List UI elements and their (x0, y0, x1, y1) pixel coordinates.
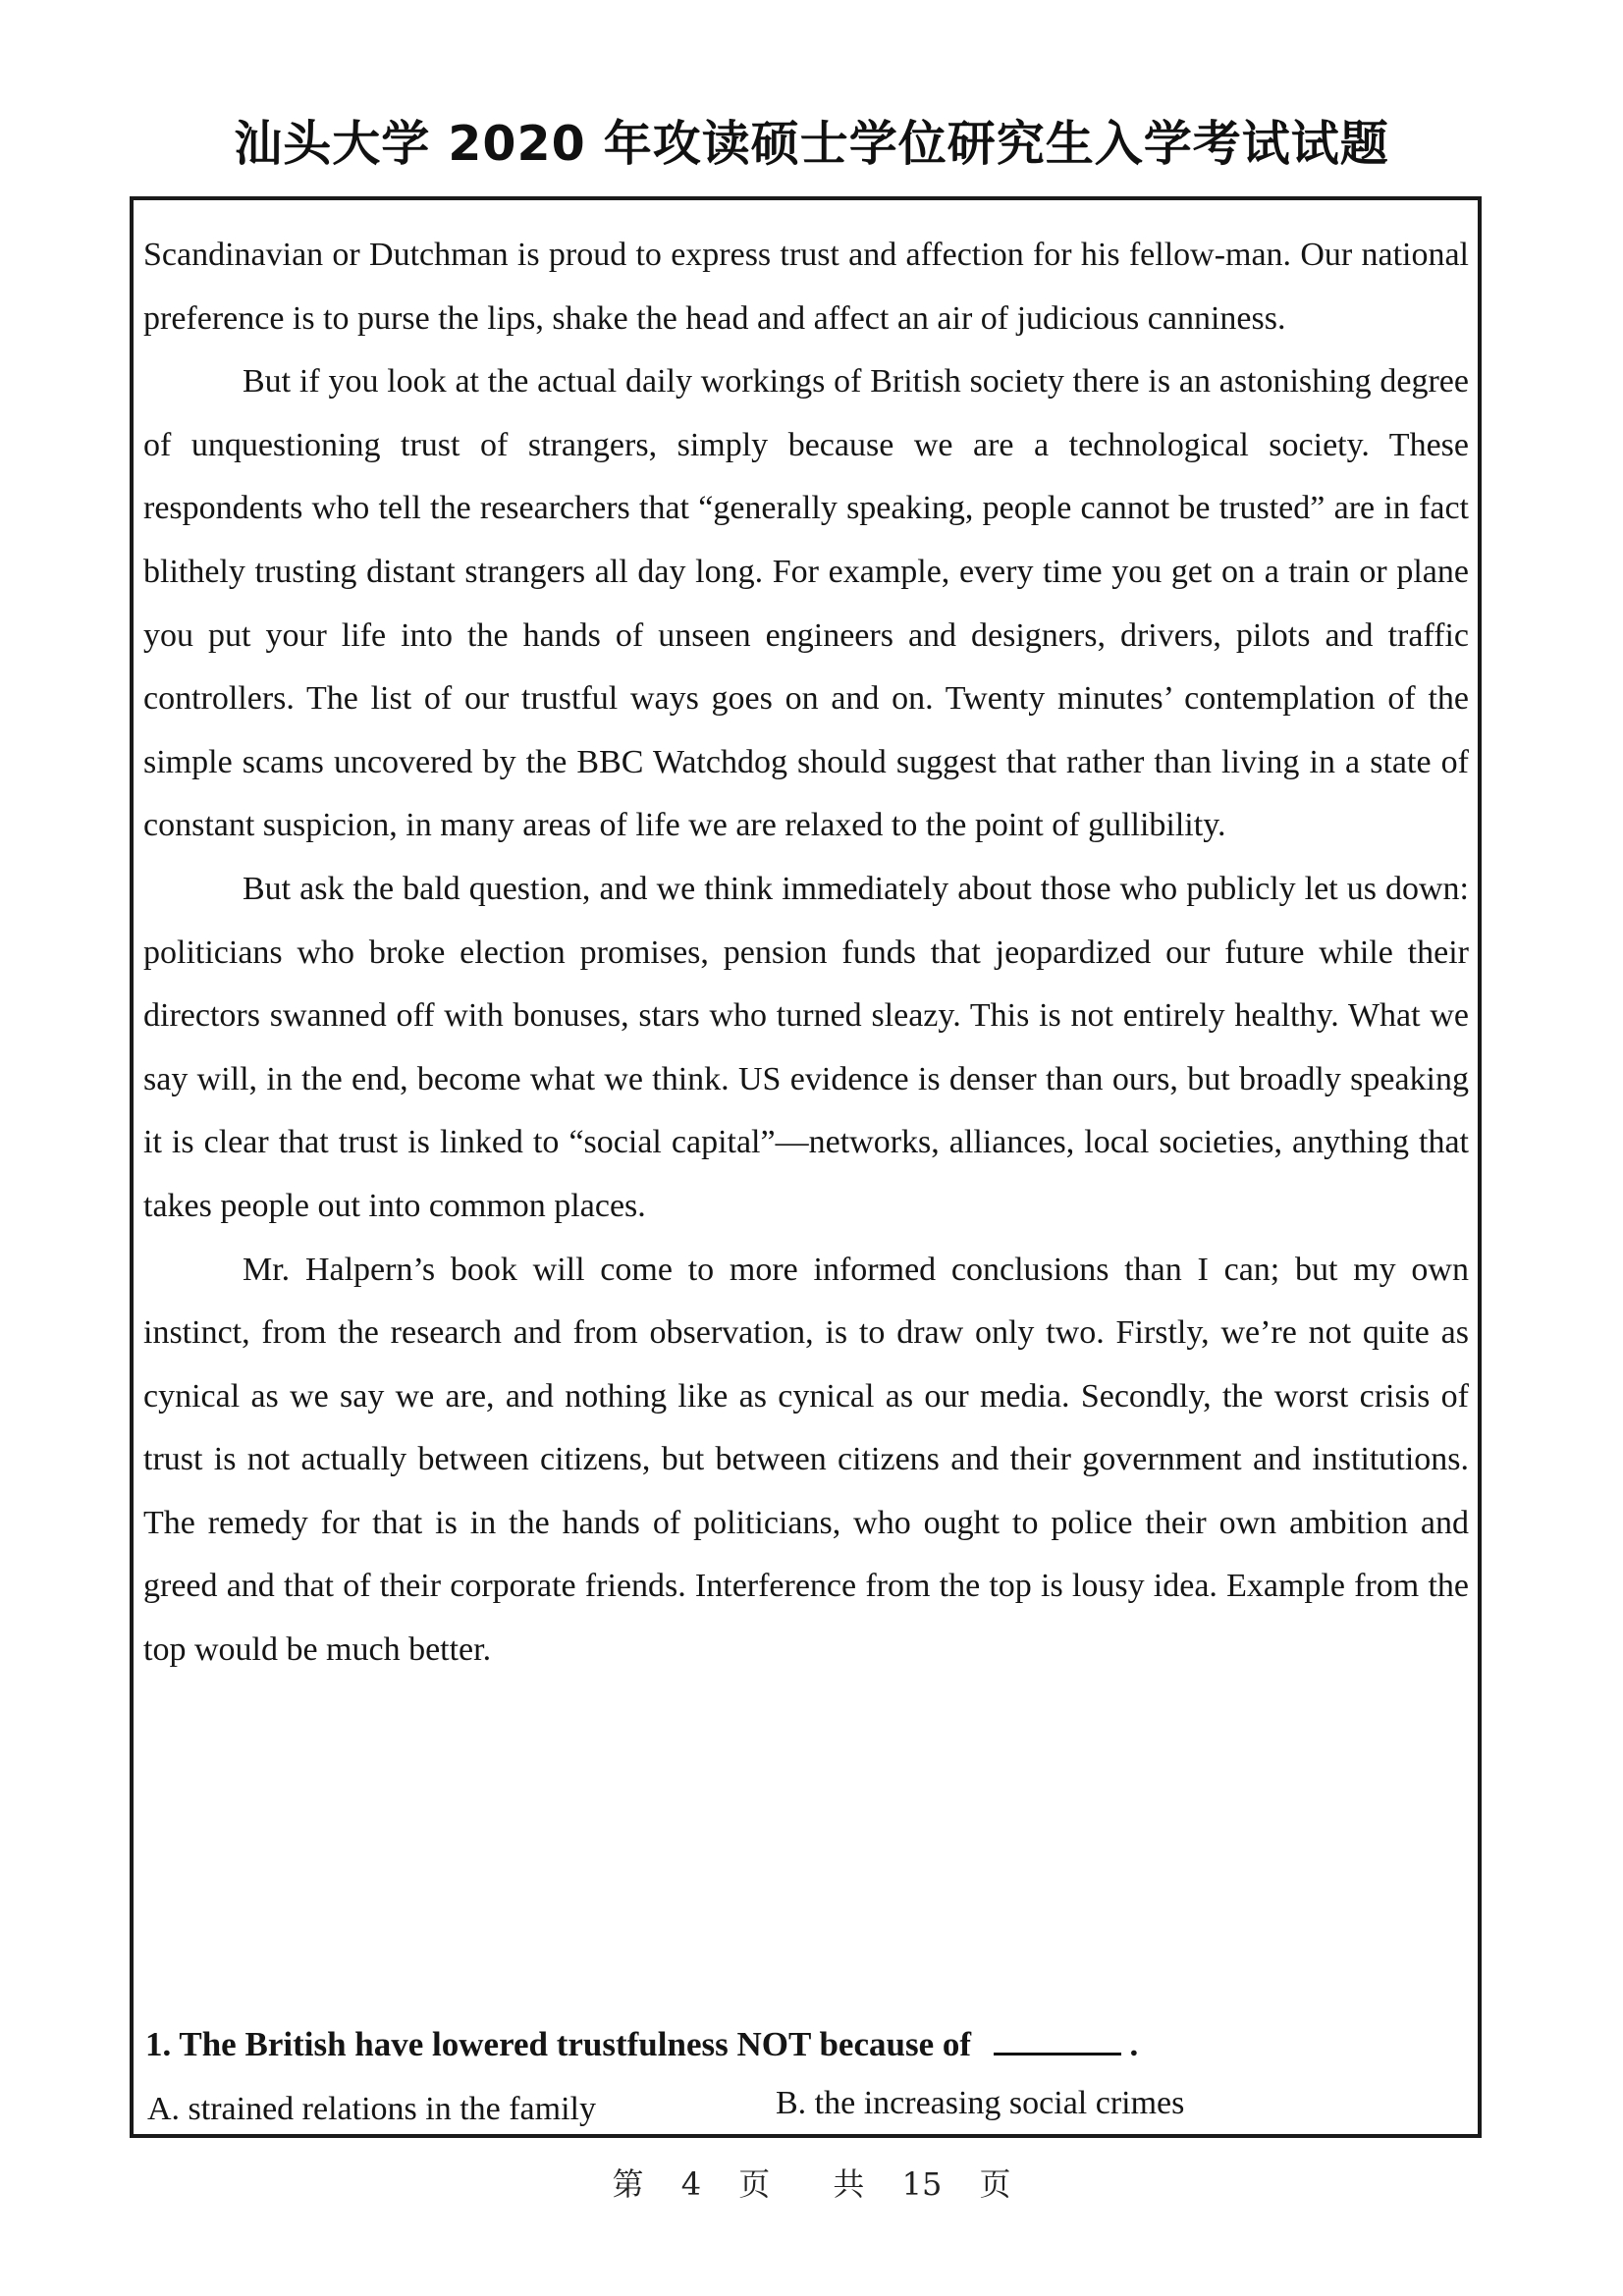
question-number: 1. (145, 2025, 172, 2063)
passage-paragraph: But ask the bald question, and we think immediately about those who publicly let us down: politicians who broke election promises, pension funds that jeopardized our future while their directors swanned off with bonuses, stars who turned sleazy. This is not entirely healthy. What we say will, in the end, become what we think. US evidence is denser than ours, but broadly speaking it is clear that trust is linked to “social capital”—networks, alliances, local societies, anything that takes people out into common places. (143, 870, 1469, 1224)
passage-paragraph: Scandinavian or Dutchman is proud to express trust and affection for his fellow-man. Our national preference is to purse the lips, shake the head and affect an air of judicious canniness. (143, 237, 1469, 337)
footer-ye: 页 (738, 2165, 771, 2203)
option-a: A. strained relations in the family (147, 2091, 596, 2127)
passage-paragraph: Mr. Halpern’s book will come to more informed conclusions than I can; but my own instinct, from the research and from observation, is to draw only two. Firstly, we’re not quite as cynical as we say we are, and nothing like as cynical as our media. Secondly, the worst crisis of trust is not actually between citizens, but between citizens and their government and institutions. The remedy for that is in the hands of politicians, who ought to police their own ambition and greed and that of their corporate friends. Interference from the top is lousy idea. Example from the top would be much better. (143, 1251, 1469, 1669)
current-page-number: 4 (680, 2165, 702, 2203)
question-1 (145, 2020, 1461, 2069)
total-page-count: 15 (901, 2165, 943, 2203)
footer-gong: 共 (833, 2165, 865, 2203)
passage-paragraph: But if you look at the actual daily workings of British society there is an astonishing degree of unquestioning trust of strangers, simply because we are a technological society. These respondents who tell the researchers that “generally speaking, people cannot be trusted” are in fact blithely trusting distant strangers all day long. For example, every time you get on a train or plane you put your life into the hands of unseen engineers and designers, drivers, pilots and traffic controllers. The list of our trustful ways goes on and on. Twenty minutes’ contemplation of the simple scams uncovered by the BBC Watchdog should suggest that rather than living in a state of constant suspicion, in many areas of life we are relaxed to the point of gullibility. (143, 363, 1469, 844)
option-b: B. the increasing social crimes (776, 2085, 1185, 2121)
page-footer (0, 2160, 1623, 2205)
answer-blank (994, 2027, 1121, 2056)
footer-di: 第 (612, 2165, 644, 2203)
reading-passage (143, 224, 1469, 1682)
question-end-mark: . (1129, 2025, 1139, 2063)
footer-ye-total: 页 (979, 2165, 1011, 2203)
exam-title: 汕头大学 2020 年攻读硕士学位研究生入学考试试题 (234, 116, 1389, 172)
question-stem: The British have lowered trustfulness NOT because of (179, 2025, 972, 2063)
